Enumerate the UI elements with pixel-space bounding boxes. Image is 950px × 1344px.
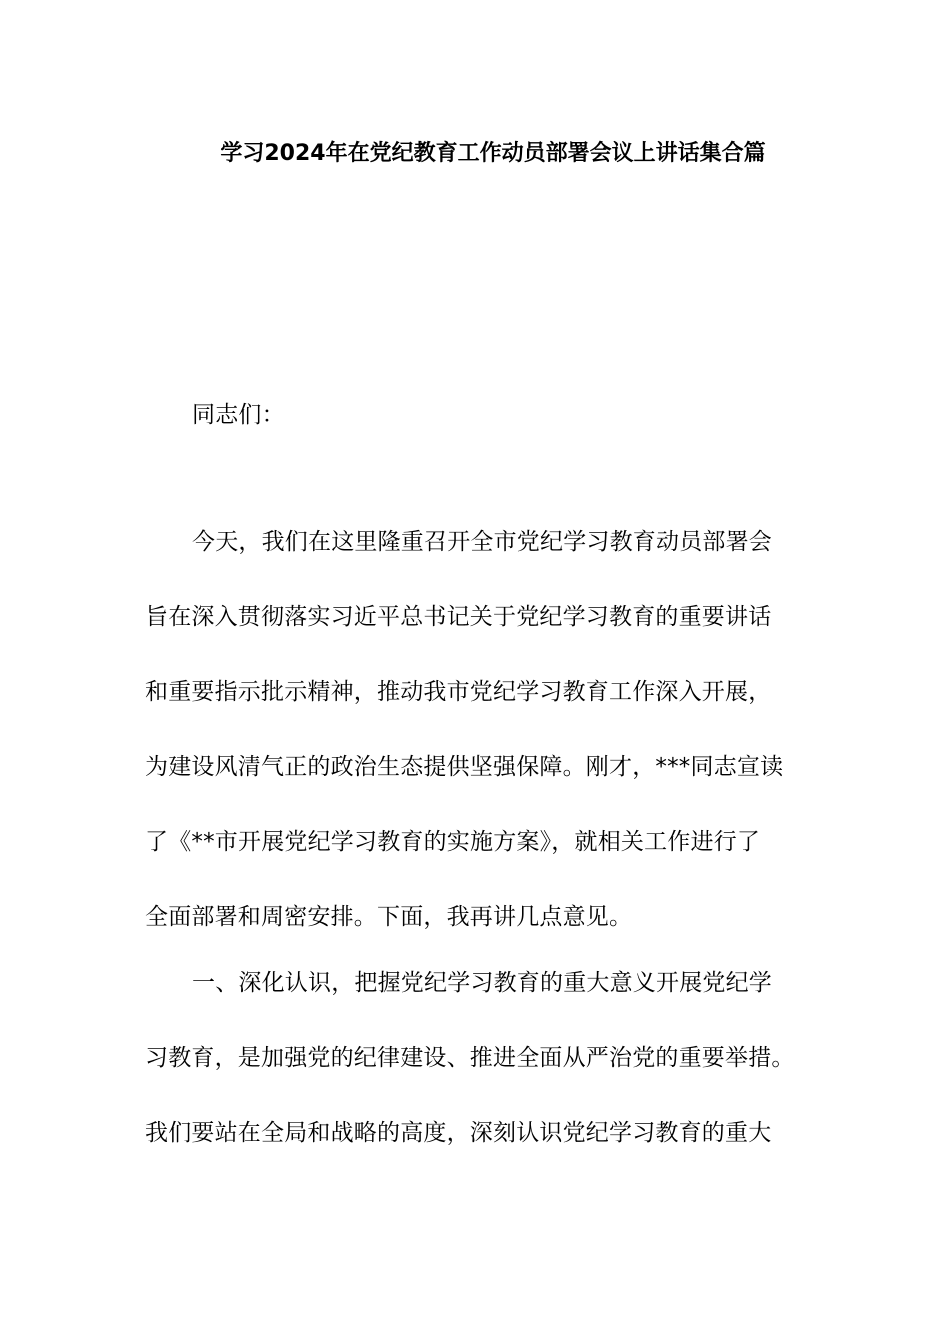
paragraph-line: 我们要站在全局和战略的高度，深刻认识党纪学习教育的重大 xyxy=(145,1120,772,1146)
paragraph-line: 旨在深入贯彻落实习近平总书记关于党纪学习教育的重要讲话 xyxy=(145,604,772,630)
paragraph-line: 和重要指示批示精神，推动我市党纪学习教育工作深入开展， xyxy=(145,679,772,705)
paragraph-line: 今天，我们在这里隆重召开全市党纪学习教育动员部署会 xyxy=(192,529,772,555)
paragraph-line: 习教育，是加强党的纪律建设、推进全面从严治党的重要举措。 xyxy=(145,1045,795,1071)
paragraph-line: 了《**市开展党纪学习教育的实施方案》，就相关工作进行了 xyxy=(145,829,761,855)
paragraph-line: 全面部署和周密安排。下面，我再讲几点意见。 xyxy=(145,904,633,930)
salutation: 同志们： xyxy=(192,402,285,428)
document-title: 学习2024年在党纪教育工作动员部署会议上讲话集合篇 xyxy=(220,141,766,166)
section-heading-line: 一、深化认识，把握党纪学习教育的重大意义开展党纪学 xyxy=(192,970,772,996)
paragraph-line: 为建设风清气正的政治生态提供坚强保障。刚才，***同志宣读 xyxy=(145,754,784,780)
